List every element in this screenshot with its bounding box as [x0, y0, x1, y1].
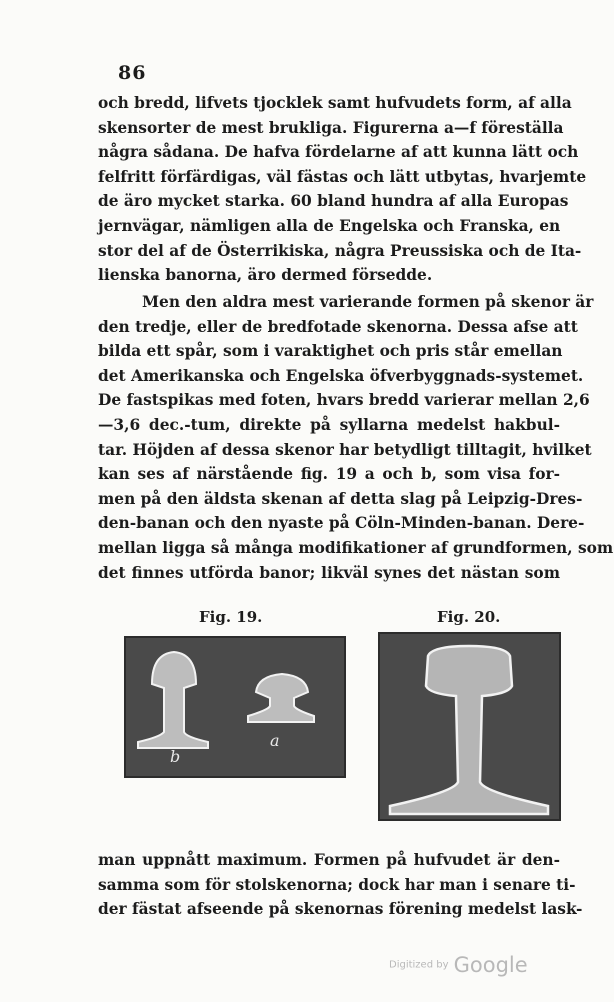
figure-19-caption: Fig. 19.	[199, 608, 263, 626]
figure-20-drawing	[378, 632, 561, 821]
text-line: några sådana. De hafva fördelarne af att kunna lätt och	[98, 143, 579, 162]
paragraph-rail-head	[98, 848, 583, 922]
paragraph-rail-types	[98, 91, 587, 288]
text-line: det Amerikanska och Engelska öfverbyggnads-systemet.	[98, 366, 584, 385]
text-line: och bredd, lifvets tjocklek samt hufvudets form, af alla	[98, 94, 572, 112]
text-line: felfritt förfärdigas, väl fästas och lätt utbytas, hvarjemte	[98, 167, 587, 186]
text-line: men på den äldsta skenan af detta slag på Leipzig-Dres-	[98, 489, 583, 508]
figure-20-plate	[378, 632, 561, 821]
text-line: —3,6 dec.-tum, direkte på syllarna medelst hakbul-	[98, 415, 560, 434]
paragraph-flat-bottom-rails	[98, 290, 614, 585]
text-line: det finnes utförda banor; likväl synes det nästan som	[98, 563, 560, 582]
text-line: den-banan och den nyaste på Cöln-Minden-banan. Dere-	[98, 514, 585, 533]
text-line: samma som för stolskenorna; dock har man i senare ti-	[98, 875, 576, 894]
text-line: der fästat afseende på skenornas förening medelst lask-	[98, 900, 583, 919]
page-number: 86	[118, 62, 147, 84]
rail-profile-a	[248, 674, 314, 722]
text-line: tar. Höjden af dessa skenor har betydligt tilltagit, hvilket	[98, 440, 592, 459]
rail-profile-b	[138, 652, 208, 748]
watermark-brand: Google	[453, 953, 528, 977]
text-line: den tredje, eller de bredfotade skenorna. Dessa afse att	[98, 317, 578, 336]
figure-19-label-a: a	[270, 731, 280, 750]
digitized-by-google-watermark	[389, 953, 528, 977]
figure-19-label-b: b	[170, 747, 181, 766]
figure-19-plate	[124, 636, 346, 778]
figure-19-drawing	[124, 636, 346, 778]
text-line: Men den aldra mest varierande formen på skenor är	[142, 293, 594, 311]
text-line: De fastspikas med foten, hvars bredd varierar mellan 2,6	[98, 391, 590, 410]
text-line: bilda ett spår, som i varaktighet och pris står emellan	[98, 342, 563, 361]
watermark-prefix: Digitized by	[389, 959, 449, 971]
text-line: lienska banorna, äro dermed försedde.	[98, 266, 433, 285]
text-line: skensorter de mest brukliga. Figurerna a—f föreställa	[98, 118, 564, 137]
text-line: man uppnått maximum. Formen på hufvudet är den-	[98, 851, 560, 869]
text-line: stor del af de Österrikiska, några Preussiska och de Ita-	[98, 241, 582, 260]
figure-20-caption: Fig. 20.	[437, 608, 501, 626]
text-line: de äro mycket starka. 60 bland hundra af alla Europas	[98, 192, 569, 211]
text-line: mellan ligga så många modifikationer af grundformen, som	[98, 538, 614, 557]
text-line: jernvägar, nämligen alla de Engelska och Franska, en	[98, 216, 561, 235]
rail-profile-fig20	[390, 646, 548, 814]
text-line: kan ses af närstående fig. 19 a och b, som visa for-	[98, 465, 560, 484]
